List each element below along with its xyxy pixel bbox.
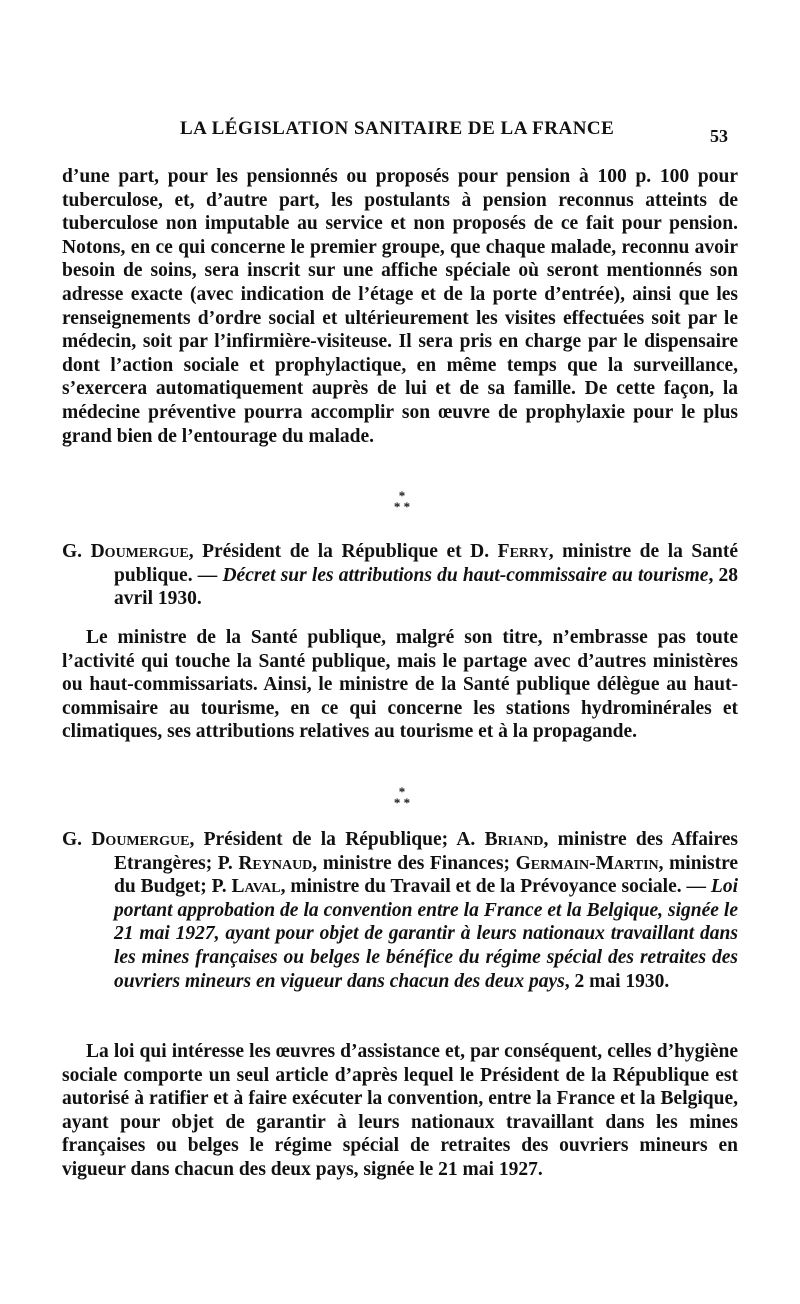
citation-signatory: Germain-Martin <box>515 852 659 874</box>
citation-text: , ministre des Affaires Etrangères; P. <box>114 829 739 874</box>
citation-text: , Président de la République; A. <box>189 829 476 850</box>
citation-initial: G. <box>62 541 83 562</box>
citation-signatory: Reynaud <box>238 852 313 874</box>
citation-signatory: Doumergue <box>90 541 189 562</box>
citation-signatory: Laval <box>231 876 281 898</box>
asterism-top: * <box>398 488 406 503</box>
asterism-bottom: * * <box>393 499 411 514</box>
decree-citation <box>62 540 738 611</box>
asterism-top: * <box>398 784 406 799</box>
asterism-divider <box>384 786 420 808</box>
page-number: 53 <box>710 126 728 146</box>
citation-initial: G. <box>62 829 83 850</box>
citation-text: , ministre des Finances; <box>312 852 511 874</box>
citation-signatory: Doumergue <box>91 829 190 850</box>
citation-text: , ministre du Travail et de la Prévoyance sociale. — <box>280 876 707 898</box>
citation-signatory: Ferry <box>497 541 549 562</box>
citation-date: , 28 avril 1930. <box>114 564 738 610</box>
citation-title: Loi portant approbation de la convention entre la France et la Belgique, signée le 21 mai 1927, ayant pour objet de garantir à leurs nationaux travaillant dans les mines françaises ou belges le bénéfice du régime spécial des retraites des ouvriers mineurs en vigueur dans chacun des deux pays <box>114 876 739 992</box>
citation-text: , ministre de la Santé publique. — <box>114 541 739 586</box>
citation-title: Décret sur les attributions du haut-commissaire au tourisme <box>222 564 709 586</box>
paragraph: La loi qui intéresse les œuvres d’assistance et, par conséquent, celles d’hygiène sociale comporte un seul article d’après lequel le Président de la République est autorisé à ratifier et à faire exécuter la convention, entre la France et la Belgique, ayant pour objet de garantir à leurs nationaux travaillant dans les mines françaises ou belges le régime spécial de retraites des ouvriers mineurs en vigueur dans chacun des deux pays, signée le 21 mai 1927. <box>62 1041 738 1180</box>
paragraph-continuation: d’une part, pour les pensionnés ou proposés pour pension à 100 p. 100 pour tuberculose, et, d’autre part, les postulants à pension reconnus atteints de tuberculose non imputable au service et non proposés de ce fait pour pension. Notons, en ce qui concerne le premier groupe, que chaque malade, reconnu avoir besoin de soins, sera inscrit sur une affiche spéciale où seront mentionnés son adresse exacte (avec indication de l’étage et de la porte d’entrée), ainsi que les renseignements d’ordre social et ultérieurement les visites effectuées soit par le médecin, soit par l’infirmière-visiteuse. Il sera pris en charge par le dispensaire dont l’action sociale et prophylactique, en même temps que la surveillance, s’exercera automatiquement auprès de lui et de sa famille. De cette façon, la médecine préventive pourra accomplir son œuvre de prophylaxie pour le plus grand bien de l’entourage du malade. <box>62 166 738 447</box>
paragraph: Le ministre de la Santé publique, malgré son titre, n’embrasse pas toute l’activité qui touche la Santé publique, mais le partage avec d’autres ministères ou haut-commissariats. Ainsi, le ministre de la Santé publique délègue au haut-commisaire au tourisme, en ce qui concerne les stations hydrominérales et climatiques, ses attributions relatives au tourisme et à la propagande. <box>62 627 738 743</box>
citation-date: , 2 mai 1930. <box>564 970 670 992</box>
asterism-bottom: * * <box>393 795 411 810</box>
citation-signatory: Briand <box>484 829 544 850</box>
running-head: LA LÉGISLATION SANITAIRE DE LA FRANCE <box>180 118 615 139</box>
asterism-divider <box>384 490 420 512</box>
citation-text: , Président de la République et D. <box>188 541 490 562</box>
law-citation <box>62 828 738 993</box>
citation-text: , ministre du Budget; P. <box>114 852 739 898</box>
